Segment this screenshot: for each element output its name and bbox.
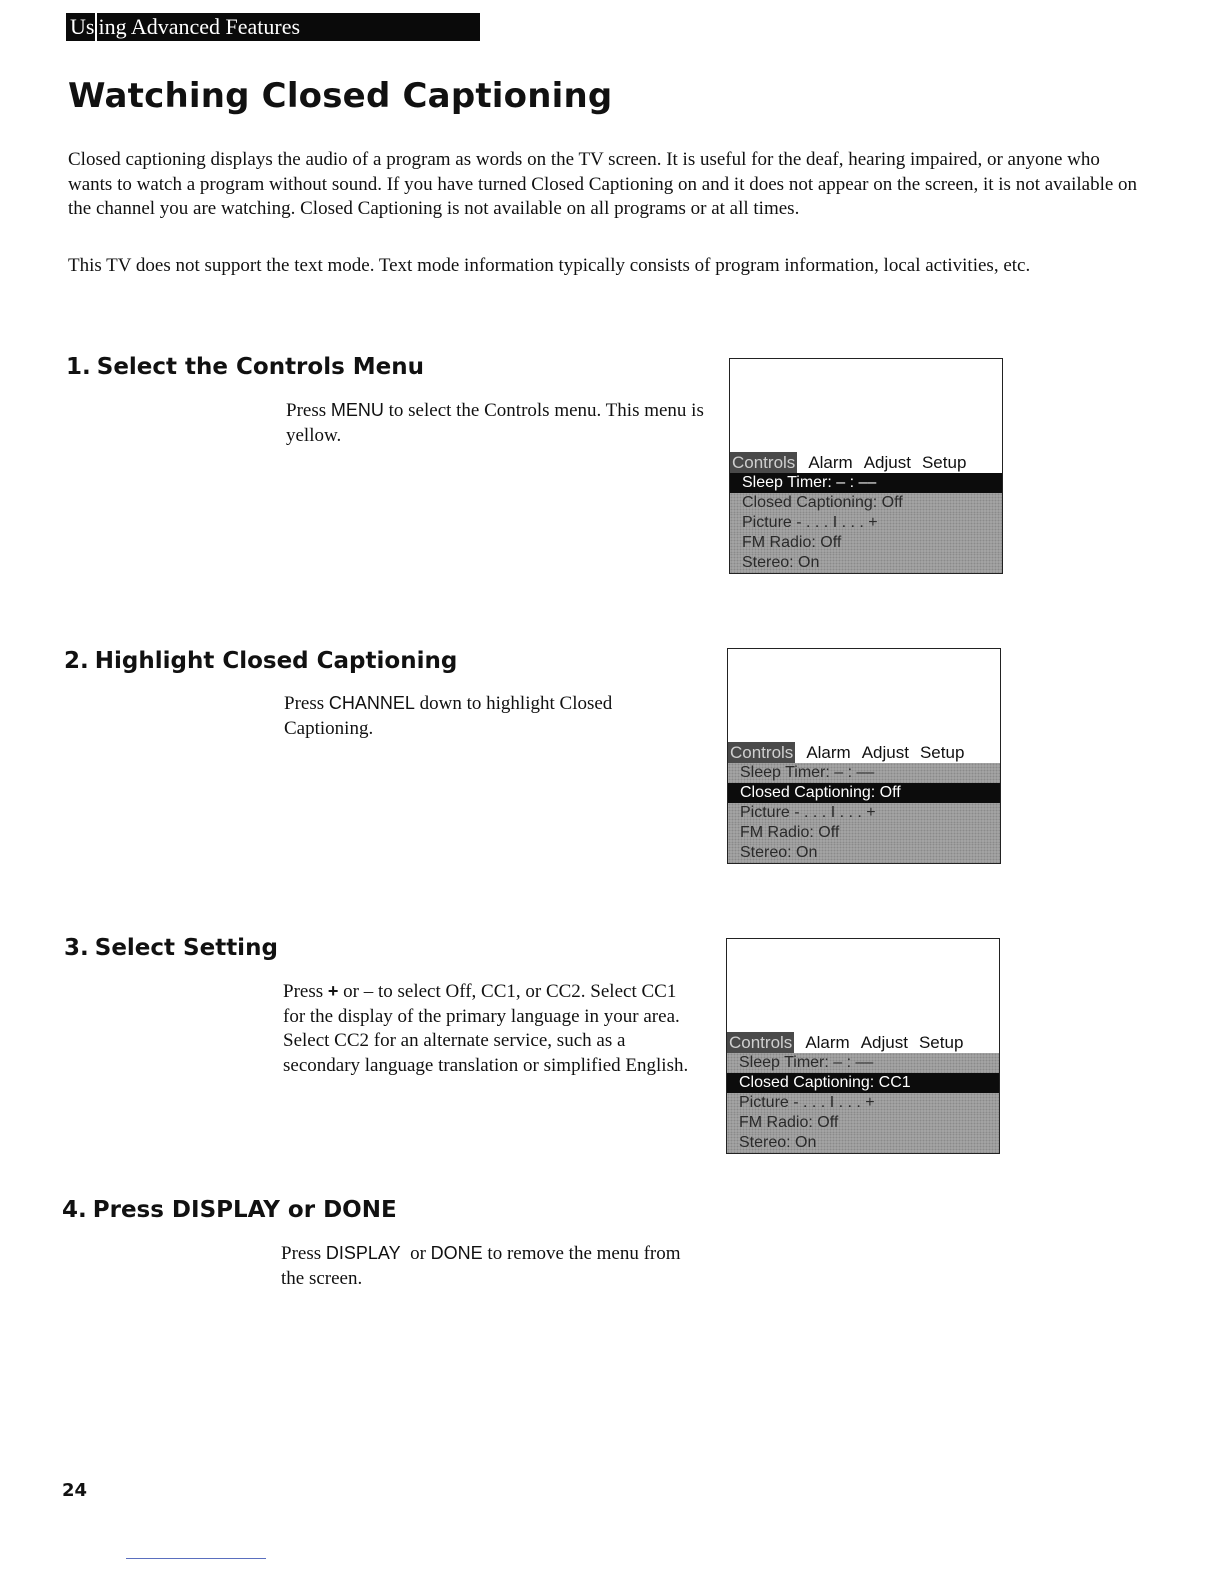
menu-row-stereo: Stereo: On [730,553,1002,573]
menu-bar [728,742,1000,763]
menu-row-picture: Picture - . . . I . . . + [730,513,1002,533]
menu-tab-controls: Controls [729,1033,793,1052]
menu-tab-adjust: Adjust [861,742,909,762]
menu-tab-adjust: Adjust [863,452,911,472]
menu-row-closed-captioning: Closed Captioning: Off [730,493,1002,513]
step-3-key: + [327,981,339,1001]
menu-tab-setup: Setup [921,452,967,472]
intro-paragraph-1: Closed captioning displays the audio of a program as words on the TV screen. It is useful for the deaf, hearing impaired, or anyone who wants to watch a program without sound. If you have turned Closed Captioning on and it does not appear on the screen, it is not available on the channel you are watching. Closed Captioning is not available on all programs or at all times. [68,149,1138,219]
section-header-rest: ing Advanced Features [98,14,301,39]
step-4-text-mid: or [400,1243,431,1264]
step-4-key-done: DONE [430,1243,483,1263]
step-1-text-post: to select the Controls menu. This menu is yellow. [286,400,704,446]
menu-row-stereo: Stereo: On [728,843,1000,863]
section-header-bar [66,13,480,41]
menu-row-fm-radio: FM Radio: Off [727,1113,999,1133]
bottom-rule-line [126,1558,266,1559]
menu-row-sleep-timer: Sleep Timer: – : –– [730,473,1002,493]
menu-row-stereo: Stereo: On [727,1133,999,1153]
step-1-text [286,398,706,448]
step-3-text [283,979,693,1078]
step-3-text-post: or – to select Off, CC1, or CC2. Select CC1 for the display of the primary language in your area. Select CC2 for an alternate service, such as a secondary language translation or simplified English. [283,981,689,1076]
step-2-number: 2. [64,648,89,674]
step-4-text [281,1241,701,1291]
menu-row-fm-radio: FM Radio: Off [728,823,1000,843]
step-1-text-pre: Press [286,400,331,421]
menu-tab-setup: Setup [919,742,965,762]
step-3-title: Select Setting [94,935,278,961]
menu-bar [730,452,1002,473]
step-3-text-pre: Press [283,981,328,1002]
menu-tab-alarm: Alarm [806,742,851,762]
step-3-tv-screen [726,938,1000,1154]
menu-row-closed-captioning: Closed Captioning: CC1 [727,1073,999,1093]
step-4-number: 4. [62,1197,87,1223]
menu-bar [727,1032,999,1053]
menu-row-fm-radio: FM Radio: Off [730,533,1002,553]
step-2-text [284,691,704,741]
menu-row-picture: Picture - . . . I . . . + [727,1093,999,1113]
step-2-tv-screen [727,648,1001,864]
menu-row-sleep-timer: Sleep Timer: – : –– [728,763,1000,783]
menu-tab-controls: Controls [732,453,796,472]
menu-tab-adjust: Adjust [860,1032,908,1052]
menu-row-closed-captioning: Closed Captioning: Off [728,783,1000,803]
step-2-text-post: down to highlight Closed Captioning. [284,693,613,739]
step-2-title: Highlight Closed Captioning [94,648,458,674]
step-4-key-display: DISPLAY [325,1243,401,1263]
controls-menu [727,1032,999,1153]
step-4-heading [62,1197,397,1223]
step-2-key: CHANNEL [328,693,415,713]
menu-row-picture: Picture - . . . I . . . + [728,803,1000,823]
section-header-prefix: Us [70,14,95,39]
page-title: Watching Closed Captioning [68,76,613,116]
step-4-text-pre: Press [281,1243,326,1264]
intro-paragraph-2: This TV does not support the text mode. Text mode information typically consists of program information, local activities, etc. [68,255,1031,276]
step-1-key: MENU [330,400,384,420]
page-number: 24 [62,1480,88,1501]
step-4-title: Press DISPLAY or DONE [92,1197,397,1223]
menu-row-sleep-timer: Sleep Timer: – : –– [727,1053,999,1073]
step-4-text-post: to remove the menu from the screen. [281,1243,681,1289]
menu-tab-alarm: Alarm [808,452,853,472]
step-3-heading [64,935,278,961]
controls-menu [730,452,1002,573]
step-3-number: 3. [64,935,89,961]
step-2-text-pre: Press [284,693,329,714]
step-1-tv-screen [729,358,1003,574]
step-2-heading [64,648,457,674]
step-1-title: Select the Controls Menu [96,354,425,380]
step-1-number: 1. [66,354,91,380]
controls-menu [728,742,1000,863]
step-1-heading [66,354,424,380]
menu-tab-controls: Controls [730,743,794,762]
menu-tab-setup: Setup [918,1032,964,1052]
menu-tab-alarm: Alarm [805,1032,850,1052]
